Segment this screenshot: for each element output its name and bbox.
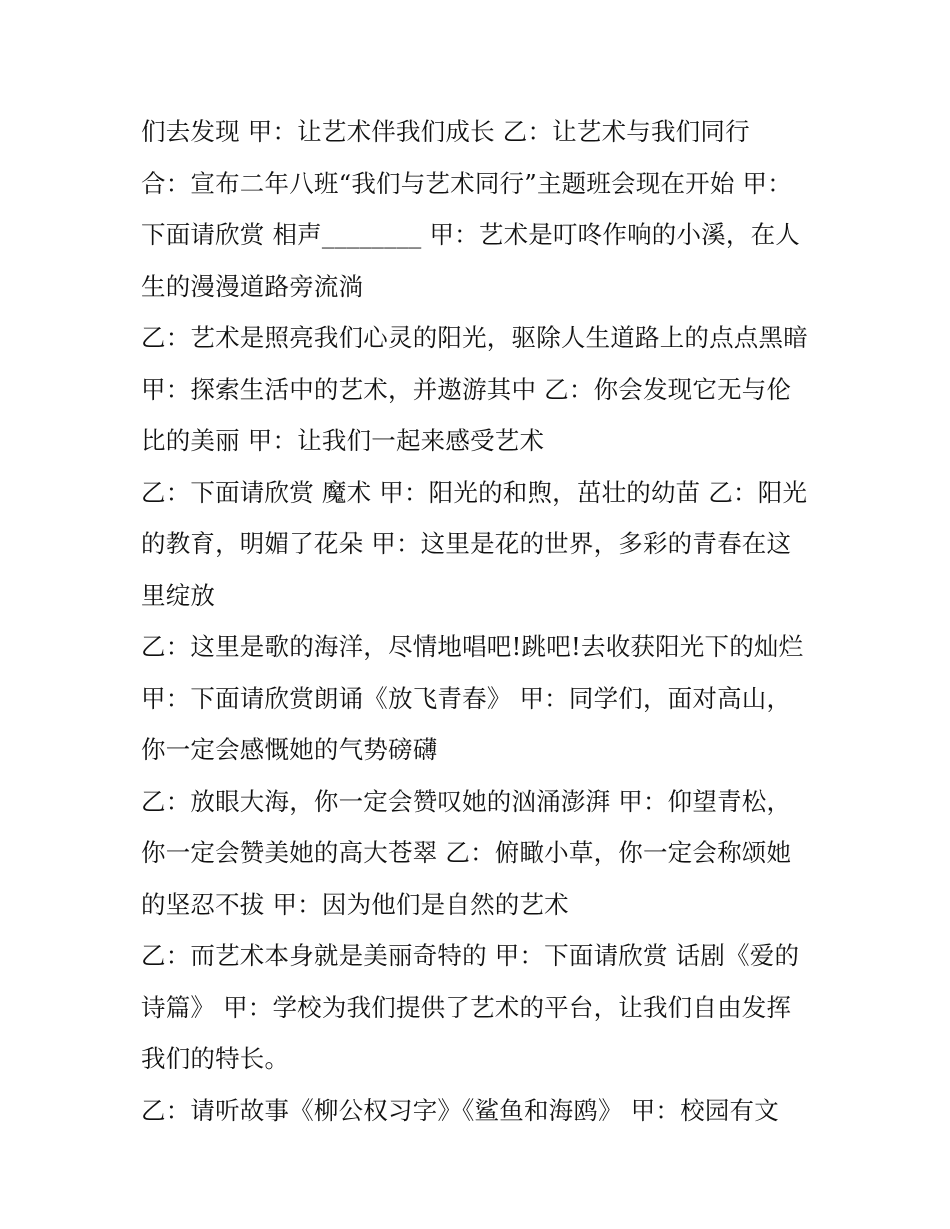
text-line: 乙：这里是歌的海洋，尽情地唱吧!跳吧!去收获阳光下的灿烂 bbox=[141, 632, 804, 661]
text-line: 甲：探索生活中的艺术，并遨游其中 乙：你会发现它无与伦 bbox=[141, 374, 792, 404]
text-line: 的教育，明媚了花朵 甲：这里是花的世界，多彩的青春在这 bbox=[141, 529, 792, 558]
text-line: 合：宣布二年八班“我们与艺术同行”主题班会现在开始 甲： bbox=[141, 168, 792, 198]
text-line: 里绽放 bbox=[141, 580, 216, 610]
text-line: 你一定会赞美她的高大苍翠 乙：俯瞰小草，你一定会称颂她 bbox=[141, 838, 792, 867]
document-body bbox=[141, 106, 821, 1136]
text-line: 乙：放眼大海，你一定会赞叹她的汹涌澎湃 甲：仰望青松， bbox=[141, 786, 792, 816]
text-line: 乙：下面请欣赏 魔术 甲：阳光的和煦，茁壮的幼苗 乙：阳光 bbox=[141, 477, 808, 507]
text-line: 我们的特长。 bbox=[141, 1044, 290, 1073]
text-line: 甲：下面请欣赏朗诵《放飞青春》 甲：同学们，面对高山， bbox=[141, 683, 792, 713]
text-line: 生的漫漫道路旁流淌 bbox=[141, 271, 364, 301]
text-line: 乙：而艺术本身就是美丽奇特的 甲：下面请欣赏 话剧《爱的 bbox=[141, 941, 800, 970]
text-line: 比的美丽 甲：让我们一起来感受艺术 bbox=[141, 426, 545, 455]
text-line: 诗篇》 甲：学校为我们提供了艺术的平台，让我们自由发挥 bbox=[141, 992, 792, 1022]
text-line: 的坚忍不拔 甲：因为他们是自然的艺术 bbox=[141, 889, 569, 919]
text-line: 乙：艺术是照亮我们心灵的阳光，驱除人生道路上的点点黑暗 bbox=[141, 323, 808, 352]
text-line: 下面请欣赏 相声________ 甲：艺术是叮咚作响的小溪，在人 bbox=[141, 220, 800, 249]
text-line: 们去发现 甲：让艺术伴我们成长 乙：让艺术与我们同行 bbox=[141, 117, 750, 146]
text-line: 你一定会感慨她的气势磅礴 bbox=[141, 735, 438, 764]
text-line: 乙：请听故事《柳公权习字》《鲨鱼和海鸥》 甲：校园有文 bbox=[141, 1095, 779, 1125]
